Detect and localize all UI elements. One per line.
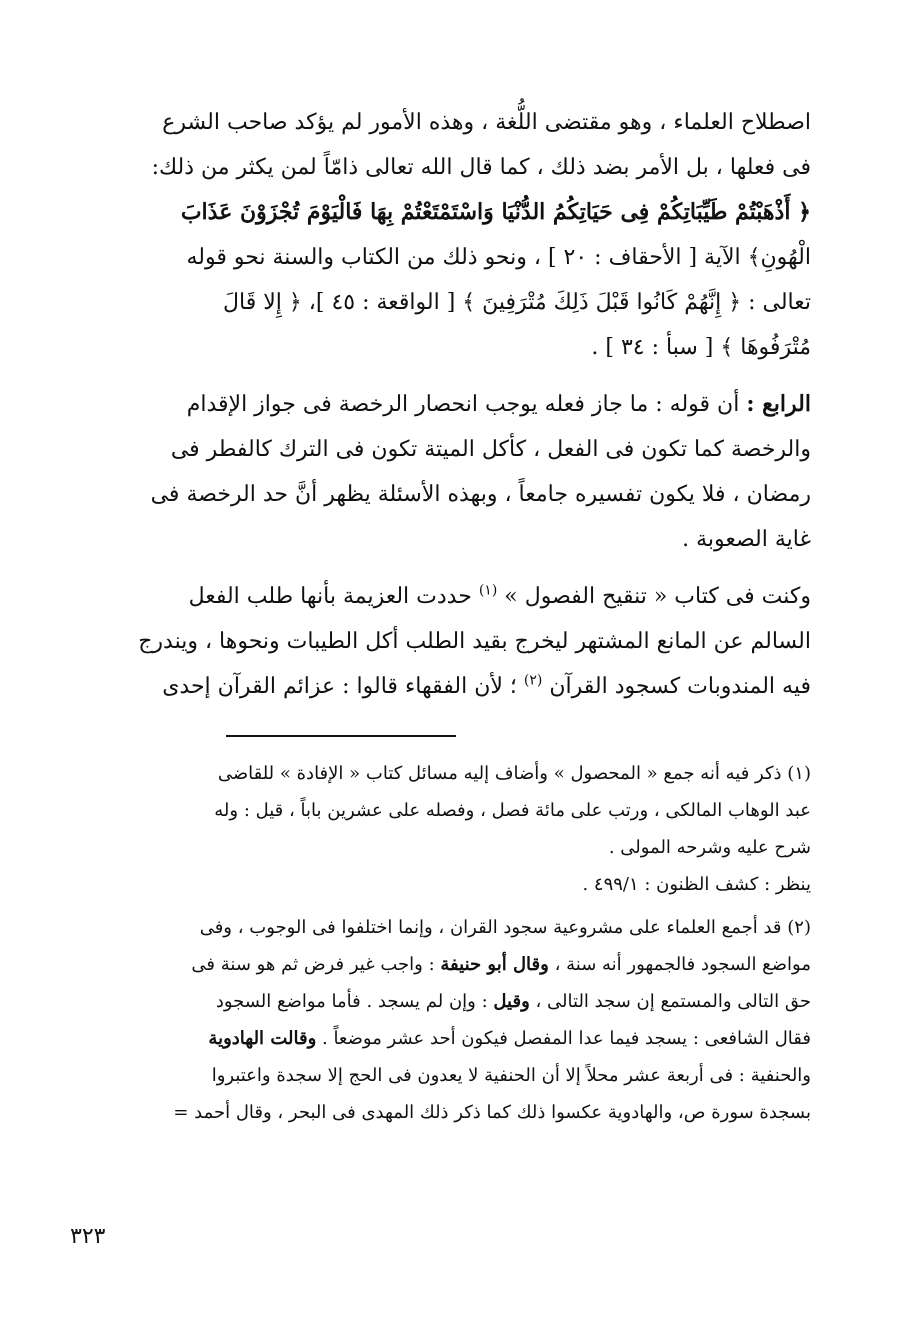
footnote-2-line-2-bold: وقال أبو حنيفة: [440, 954, 549, 975]
footnote-1-line-3: شرح عليه وشرحه المولى .: [608, 837, 811, 858]
page-content: [111, 100, 811, 1131]
footnote-2-line-3-after: : وإن لم يسجد . فأما مواضع السجود: [215, 991, 488, 1012]
footnote-2-line-6: بسجدة سورة ص، والهادوية عكسوا ذلك كما ذكر ذلك المهدى فى البحر ، وقال أحمد =: [173, 1102, 811, 1123]
paragraph-3-line-3-before: فيه المندوبات كسجود القرآن: [549, 674, 811, 699]
paragraph-3-line-2: السالم عن المانع المشتهر ليخرج بقيد الطلب أكل الطيبات ونحوها ، ويندرج: [138, 629, 811, 654]
paragraph-1-line-5: تعالى : ﴿ إِنَّهُمْ كَانُوا قَبْلَ ذَلِكَ مُتْرَفِينَ ﴾ [ الواقعة : ٤٥ ]، ﴿ إِلا قَالَ: [223, 290, 811, 315]
paragraph-3-line-1-after: حددت العزيمة بأنها طلب الفعل: [188, 584, 472, 609]
footnote-2-line-4-bold: وقالت الهادوية: [208, 1028, 317, 1049]
footnote-2-line-3: [111, 983, 811, 1020]
footnote-ref-2: (٢): [523, 672, 543, 689]
footnote-2-line-4: [111, 1020, 811, 1057]
footnote-separator: [226, 735, 456, 737]
paragraph-2-line-3: رمضان ، فلا يكون تفسيره جامعاً ، وبهذه الأسئلة يظهر أنَّ حد الرخصة فى: [150, 482, 811, 507]
paragraph-2-line-1: [111, 382, 811, 427]
footnote-2-line-5: والحنفية : فى أربعة عشر محلاً إلا أن الحنفية لا يعدون فى الحج إلا سجدة واعتبروا: [211, 1065, 811, 1086]
footnote-2-line-1: (٢) قد أجمع العلماء على مشروعية سجود القران ، وإنما اختلفوا فى الوجوب ، وفى: [199, 917, 811, 938]
paragraph-2-line-4: غاية الصعوبة .: [682, 527, 811, 552]
footnote-2-line-2-after: : واجب غير فرض ثم هو سنة فى: [191, 954, 435, 975]
footnote-2-line-3-before: حق التالى والمستمع إن سجد التالى ،: [535, 991, 811, 1012]
paragraph-2-lead: الرابع :: [746, 391, 811, 417]
footnote-1-line-2: عبد الوهاب المالكى ، ورتب على مائة فصل ، وفصله على عشرين باباً ، قيل : وله: [214, 800, 811, 821]
footnote-1-line-1: (١) ذكر فيه أنه جمع « المحصول » وأضاف إليه مسائل كتاب « الإفادة » للقاضى: [217, 763, 811, 784]
footnote-2-line-2: [111, 946, 811, 983]
paragraph-3-line-3: [111, 664, 811, 709]
paragraph-1-line-4: الْهُونِ﴾ الآية [ الأحقاف : ٢٠ ] ، ونحو ذلك من الكتاب والسنة نحو قوله: [186, 245, 811, 270]
paragraph-2-line-1-text: أن قوله : ما جاز فعله يوجب انحصار الرخصة فى جواز الإقدام: [186, 392, 740, 417]
paragraph-3-line-1: [111, 574, 811, 619]
paragraph-1-line-2: فى فعلها ، بل الأمر بضد ذلك ، كما قال الله تعالى ذامّاً لمن يكثر من ذلك:: [151, 155, 811, 180]
paragraph-1-line-3: ﴿ أَذْهَبْتُمْ طَيِّبَاتِكُمْ فِى حَيَاتِكُمُ الدُّنْيَا وَاسْتَمْتَعْتُمْ بِهَا فَالْيَوْمَ تُجْزَوْنَ عَذَابَ: [180, 199, 811, 225]
paragraph-3-line-1-before: وكنت فى كتاب « تنقيح الفصول »: [504, 584, 811, 609]
paragraph-1-line-1: اصطلاح العلماء ، وهو مقتضى اللُّغة ، وهذه الأمور لم يؤكد صاحب الشرع: [162, 110, 811, 135]
footnote-2-line-4-before: فقال الشافعى : يسجد فيما عدا المفصل فيكون أحد عشر موضعاً .: [322, 1028, 811, 1049]
paragraph-2-line-2: والرخصة كما تكون فى الفعل ، كأكل الميتة تكون فى الترك كالفطر فى: [170, 437, 811, 462]
footnote-1-reference: ينظر : كشف الظنون : ٤٩٩/١ .: [582, 874, 811, 895]
footnote-2-line-2-before: مواضع السجود فالجمهور أنه سنة ،: [554, 954, 811, 975]
main-text: [111, 100, 811, 709]
footnote-ref-1: (١): [478, 582, 498, 599]
footnotes: [111, 755, 811, 1131]
paragraph-1-line-6: مُتْرَفُوهَا ﴾ [ سبأ : ٣٤ ] .: [591, 335, 811, 360]
footnote-2-line-3-bold: وقيل: [493, 991, 530, 1012]
page-number: ٣٢٣: [70, 1224, 106, 1249]
paragraph-3-line-3-after: ؛ لأن الفقهاء قالوا : عزائم القرآن إحدى: [162, 674, 517, 699]
